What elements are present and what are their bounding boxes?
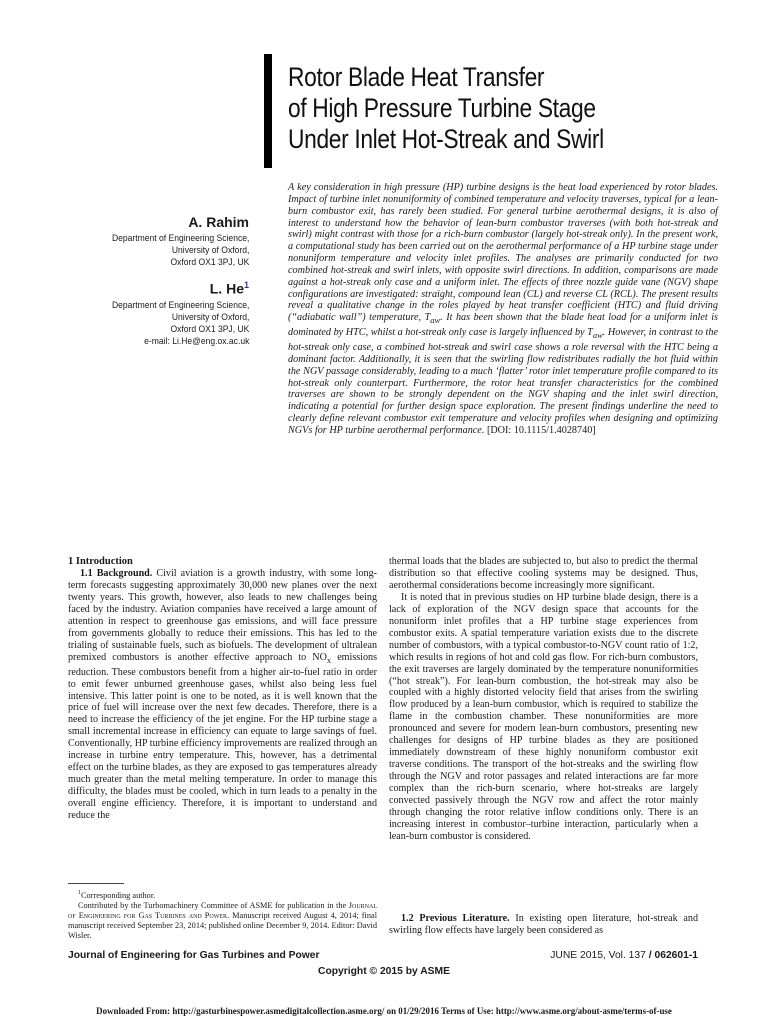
subsection-heading: 1.2 Previous Literature. (401, 913, 510, 924)
right-column (389, 556, 698, 843)
download-notice[interactable]: Downloaded From: http://gasturbinespower.asmedigitalcollection.asme.org/ on 01/29/2016 Terms of Use: http://www.asme.org/about-asme/terms-of-use (96, 1006, 672, 1017)
paragraph-text: Civil aviation is a growth industry, with some long-term forecasts suggesting approximately 30,000 new planes over the next twenty years. This growth, however, also leads to new challenges being faced by the industry. Aviation companies have received a large amount of attention in respect to greenhouse gas emissions, and will face pressure from governments globally to reduce their emissions. This has led to the trialing of sustainable fuels, such as biofuels. The development of ultralean premixed combustors is another effective approach to NO (68, 567, 377, 663)
previous-literature-paragraph (389, 913, 698, 937)
footnote-marker: 1 (78, 890, 81, 896)
journal-footer: Journal of Engineering for Gas Turbines and Power (68, 950, 320, 961)
issue-info: JUNE 2015, Vol. 137 (550, 950, 646, 961)
affiliation-line: Department of Engineering Science, (111, 299, 249, 310)
abstract-text: . It has been shown that the blade heat load for a uniform inlet is dominated by HTC, whilst a hot-streak only case is largely influenced by T (288, 312, 719, 339)
doi-link[interactable]: [DOI: 10.1115/1.4028740] (486, 424, 596, 436)
author-block-he (100, 280, 249, 347)
subscript: x (326, 655, 332, 665)
author-name-text: L. He (209, 280, 244, 297)
affiliation-line: University of Oxford, (171, 311, 249, 322)
article-number: 062601-1 (654, 950, 698, 961)
copyright-line: Copyright © 2015 by ASME (318, 966, 450, 977)
title-line: Under Inlet Hot-Streak and Swirl (288, 124, 604, 154)
author-affiliation (112, 299, 249, 347)
title-line: Rotor Blade Heat Transfer (288, 62, 545, 92)
footnote (68, 888, 377, 901)
author-block-rahim (100, 214, 249, 268)
paragraph (68, 568, 377, 822)
footnote-divider (68, 883, 124, 884)
separator: / (648, 950, 652, 961)
abstract-text: A key consideration in high pressure (HP) turbine designs is the heat load experienced by rotor blades. Impact of turbine inlet nonuniformity of combined temperature and velocity traverses, typical for a lean-burn combustor exit, has rarely been studied. For general turbine aerothermal designs, it is also of interest to understand how the behavior of lean-burn combustor traverses (with both hot-streak and swirl) might contrast with those for a rich-burn combustor (largely hot-streak only). In the present work, a computational study has been carried out on the aerothermal performance of a HP turbine stage under nonuniform temperature and velocity inlet profiles. The analyses are primarily conducted for two combined hot-streak and swirl inlets, with opposite swirl directions. In addition, comparisons are made against a hot-streak only case and a uniform inlet. The effects of three nozzle guide vane (NGV) shape configurations are investigated: straight, compound lean (CL) and reverse CL (RCL). The present results reveal a qualitative change in the roles played by heat transfer coefficient (HTC) and fluid driving (“adiabatic wall”) temperature, T (288, 182, 718, 324)
footnote-text: Corresponding author. (81, 890, 156, 900)
affiliation-line: Oxford OX1 3PJ, UK (170, 323, 249, 334)
paragraph: It is noted that in previous studies on HP turbine blade design, there is a lack of exploration of the NGV design space that accounts for the nonuniform inlet profiles that a HP turbine stage experiences from combustor exits. A spatial temperature variation exists due to the discrete number of combustors, with a typical combustor-to-NGV count ratio of 1:2, which results in regions of hot and cold gas flow. For rich-burn combustors, the exit traverses are largely dominated by the temperature nonuniformities (“hot streak”). For lean-burn combustion, the hot-streak may also be coupled with a highly distorted velocity field that arises from the swirling flow produced by a lean-burn combustor, which is required to stabilize the flame in the combustion chamber. These nonuniformities are more pronounced and severe for modern lean-burn combustors, presenting new challenges for designs of HP turbine blades as they are positioned immediately downstream of these highly nonuniform combustor exit traverse conditions. The transport of the hot-streaks and the swirling flow through the NGV and rotor passages and related interactions are far more complex than the rich-burn scenario, where hot-streaks are largely convected passively through the NGV row and affect the rotor mainly through changing the rotor relative inflow conditions only. There is an increasing interest in combustor–turbine interaction, particularly when a lean-burn combustor is considered. (389, 591, 698, 842)
author-affiliation (112, 232, 249, 268)
subscript: aw (430, 315, 441, 326)
affiliation-line: Oxford OX1 3PJ, UK (170, 257, 249, 267)
paragraph: thermal loads that the blades are subjected to, but also to predict the thermal distribution so that effective cooling systems may be designed. Thus, aerothermal considerations become increasingly more significant. (389, 556, 698, 591)
journal-name: Journal of Engineering for Gas Turbines and Power (68, 900, 377, 920)
title-line: of High Pressure Turbine Stage (288, 93, 596, 123)
section-heading: 1 Introduction (68, 556, 133, 567)
footnote-marker[interactable]: 1 (243, 280, 249, 290)
affiliation-line: University of Oxford, (171, 245, 249, 255)
author-name (100, 280, 249, 297)
footnote (68, 901, 377, 941)
title-accent-bar (264, 54, 272, 168)
subscript: aw (592, 330, 603, 341)
abstract (288, 182, 718, 437)
email-line: e-mail: Li.He@eng.ox.ac.uk (143, 335, 249, 346)
paragraph-text: In existing open literature, hot-streak and swirling flow effects have largely been considered as (389, 913, 698, 936)
paper-title (288, 62, 658, 155)
abstract-text: . However, in contrast to the hot-streak only case, a combined hot-streak and swirl case shows a role reversal with the HTC being a dominant factor. Additionally, it is seen that the swirling flow redistributes radially the hot fluid within the NGV passage considerably, leading to a much ‘flatter’ rotor inlet temperature profile compared to its hot-streak only counterpart. Furthermore, the rotor heat transfer characteristics for the combined traverses are shown to be strongly dependent on the NGV shaping and the inlet swirl direction, indicating a potential for further design space exploration. The present findings underline the need to clearly define relevant combustor exit temperature and velocity profiles when designing and optimizing NGVs for HP turbine aerothermal performance. (288, 327, 719, 436)
issue-footer (550, 950, 698, 961)
subsection-heading: 1.1 Background. (80, 567, 153, 579)
left-column (68, 556, 377, 822)
footnote-text: Contributed by the Turbomachinery Committee of ASME for publication in the (78, 900, 349, 910)
paragraph-text: emissions reduction. These combustors benefit from a higher air-to-fuel ratio in order to emit fewer unburned greenhouse gases, whilst also being less fuel intensive. This latter point is one to be noted, as it is well known that the price of fuel will increase over the next few decades. Therefore, there is a need to increase the efficiency of the jet engine. For the HP turbine stage a small incremental increase in efficiency can equate to large savings of fuel. Conventionally, HP turbine efficiency improvements are realized through an increase in turbine entry temperature. This, however, has a detrimental effect on the turbine blades, as they are exposed to gas temperatures already much greater than the metal melting temperature. In order to manage this difficulty, the blades must be cooled, which in turn leads to a penalty in the overall engine efficiency. Therefore, it is important to understand and reduce the (68, 651, 378, 822)
footnotes (68, 888, 377, 941)
affiliation-line: Department of Engineering Science, (111, 233, 249, 243)
author-name: A. Rahim (188, 214, 249, 230)
footnote-text: . Manuscript received August 4, 2014; final manuscript received September 23, 2014; published online December 9, 2014. Editor: David Wisler. (68, 910, 377, 940)
